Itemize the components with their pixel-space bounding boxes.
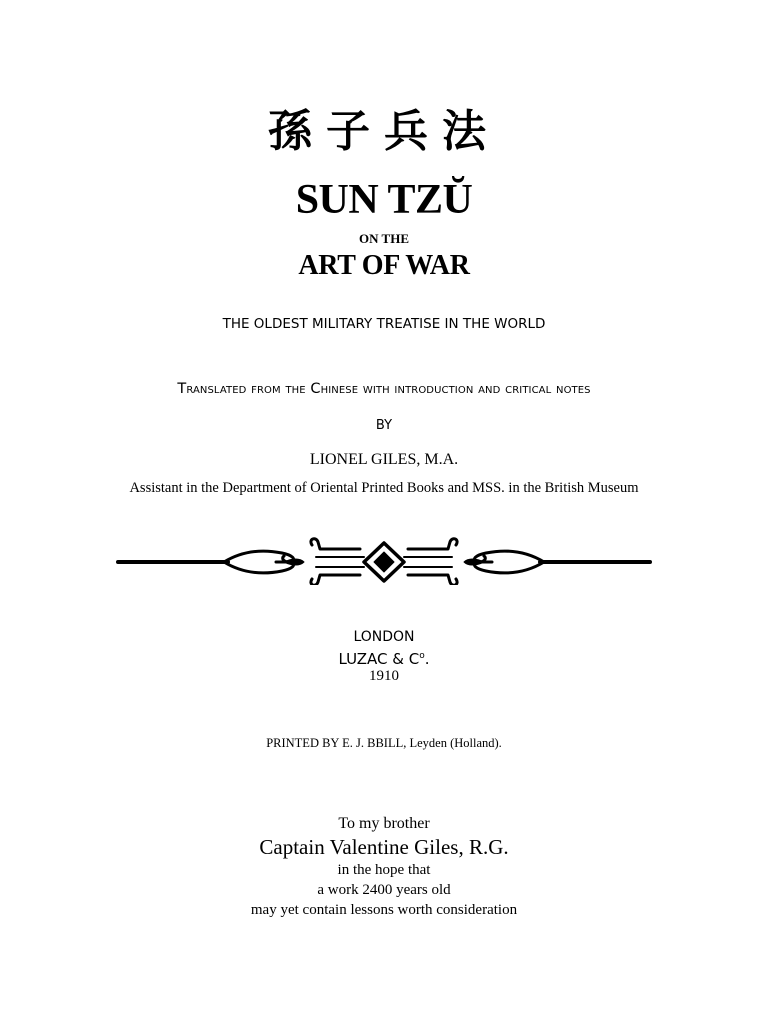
author-affiliation: Assistant in the Department of Oriental Printed Books and MSS. in the British Museum [129, 480, 639, 496]
title-connector: ON THE [359, 231, 409, 246]
dedication-line: a work 2400 years old [317, 882, 451, 898]
author-name: LIONEL GILES, M.A. [309, 451, 459, 468]
publisher-superscript: o [419, 651, 425, 661]
dedicatee-name: Captain Valentine Giles, R.G. [259, 835, 509, 859]
imprint-year: 1910 [369, 668, 399, 684]
imprint-city: LONDON [353, 629, 415, 645]
book-title: SUN TZŬ [295, 177, 473, 223]
book-subtitle-title: ART OF WAR [298, 250, 470, 281]
by-line: BY [375, 418, 393, 433]
ornament-divider [116, 537, 652, 585]
translated-line: Translated from the Chinese with introduction and critical notes [177, 381, 591, 397]
printer-line: PRINTED BY E. J. BBILL, Leyden (Holland). [266, 736, 502, 750]
publisher-name: LUZAC & C [338, 650, 420, 668]
publisher-period: . [424, 650, 430, 668]
dedication-intro: To my brother [338, 815, 430, 832]
dedication-line: in the hope that [337, 862, 431, 878]
imprint-publisher [0, 647, 768, 669]
chinese-title: 孫子兵法 [268, 107, 500, 156]
subtitle: THE OLDEST MILITARY TREATISE IN THE WORLD [222, 316, 546, 332]
dedication-line: may yet contain lessons worth consideration [250, 902, 518, 918]
